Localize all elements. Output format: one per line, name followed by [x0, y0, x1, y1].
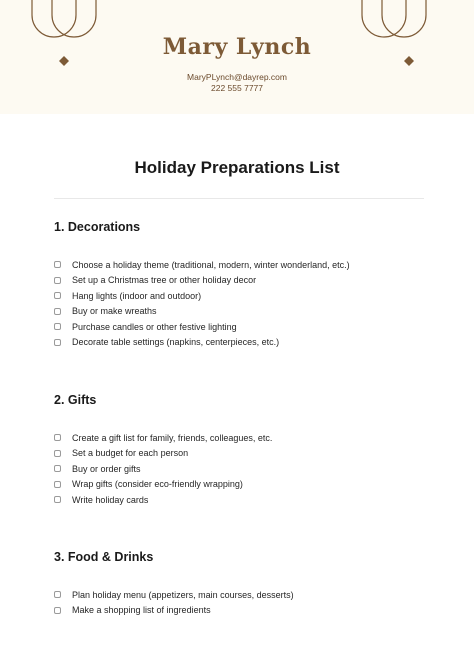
checkbox[interactable] [54, 591, 61, 598]
list-item [54, 335, 434, 351]
checklist [54, 257, 434, 350]
checkbox[interactable] [54, 308, 61, 315]
item-label: Hang lights (indoor and outdoor) [72, 290, 202, 301]
list-item [54, 492, 434, 508]
list-item [54, 257, 434, 273]
letterhead [0, 0, 474, 114]
checkbox[interactable] [54, 450, 61, 457]
checkbox[interactable] [54, 434, 61, 441]
section-title: 2. Gifts [54, 393, 97, 407]
author-name: Mary Lynch [162, 34, 312, 60]
list-item [54, 603, 434, 619]
author-email: MaryPLynch@dayrep.com [187, 72, 287, 82]
item-label: Set up a Christmas tree or other holiday decor [72, 275, 257, 286]
section-title: 3. Food & Drinks [54, 550, 154, 564]
author-phone: 222 555 7777 [211, 83, 263, 93]
list-item [54, 319, 434, 335]
checkbox[interactable] [54, 481, 61, 488]
checklist [54, 430, 434, 508]
list-item [54, 461, 434, 477]
section-decorations [54, 219, 434, 350]
list-item [54, 288, 434, 304]
item-label: Purchase candles or other festive lighting [72, 321, 237, 332]
item-label: Make a shopping list of ingredients [72, 605, 211, 616]
checkbox[interactable] [54, 277, 61, 284]
item-label: Wrap gifts (consider eco-friendly wrapping) [72, 479, 243, 490]
item-label: Choose a holiday theme (traditional, modern, winter wonderland, etc.) [72, 259, 350, 270]
page-title: Holiday Preparations List [134, 158, 340, 177]
checkbox[interactable] [54, 465, 61, 472]
section-title: 1. Decorations [54, 220, 141, 234]
item-label: Create a gift list for family, friends, colleagues, etc. [72, 432, 273, 443]
list-item [54, 446, 434, 462]
checkbox[interactable] [54, 607, 61, 614]
list-item [54, 587, 434, 603]
item-label: Buy or order gifts [72, 463, 141, 474]
checkbox[interactable] [54, 496, 61, 503]
list-item [54, 304, 434, 320]
section-gifts [54, 392, 434, 508]
checkbox[interactable] [54, 292, 61, 299]
list-item [54, 477, 434, 493]
checkbox[interactable] [54, 323, 61, 330]
item-label: Decorate table settings (napkins, centerpieces, etc.) [72, 337, 280, 348]
list-item [54, 273, 434, 289]
divider [54, 198, 424, 199]
item-label: Write holiday cards [72, 494, 149, 505]
item-label: Set a budget for each person [72, 448, 189, 459]
list-item [54, 430, 434, 446]
checkbox[interactable] [54, 339, 61, 346]
item-label: Buy or make wreaths [72, 306, 157, 317]
item-label: Plan holiday menu (appetizers, main courses, desserts) [72, 589, 294, 600]
checkbox[interactable] [54, 261, 61, 268]
section-food-drinks [54, 549, 434, 618]
checklist [54, 587, 434, 618]
